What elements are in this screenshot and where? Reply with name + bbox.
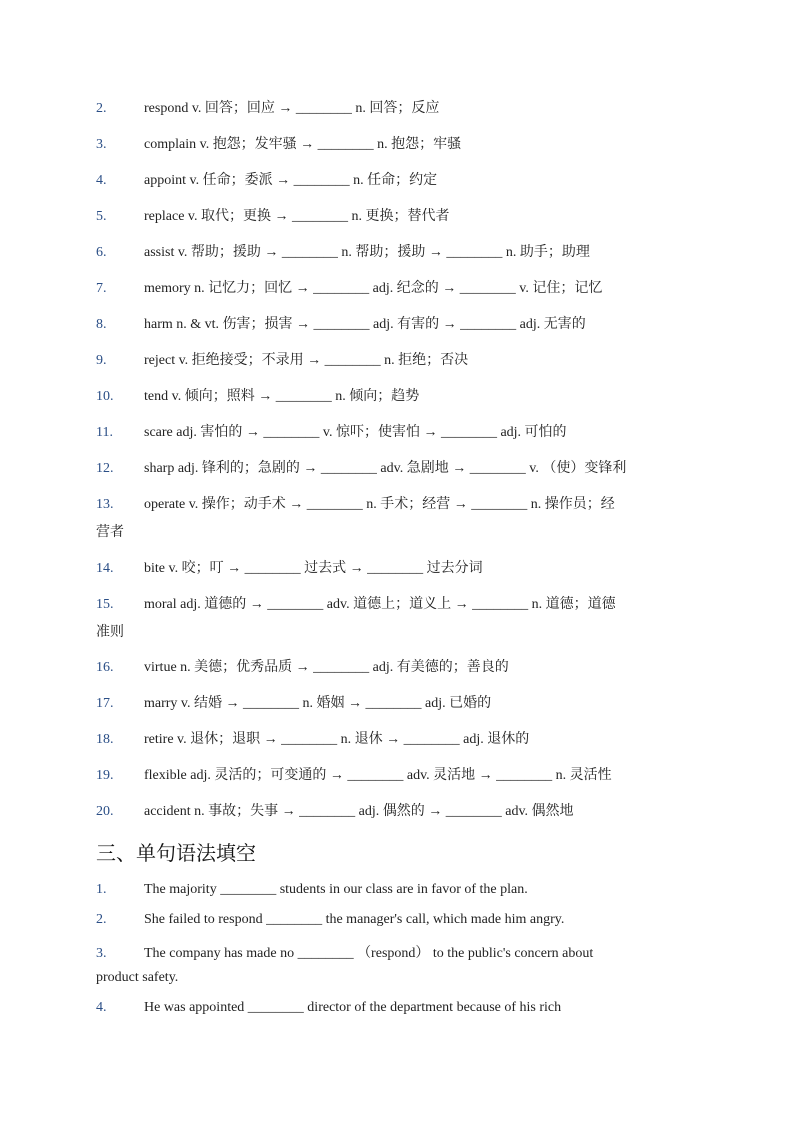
item-text: tend v. 倾向；照料 → ________ n. 倾向；趋势 [144,389,420,404]
item-continuation: 营者 [96,525,124,540]
item-text: replace v. 取代；更换 → ________ n. 更换；替代者 [144,209,450,224]
item-text: reject v. 拒绝接受；不录用 → ________ n. 拒绝；否决 [144,353,469,368]
item-number: 6. [96,245,107,260]
item-number: 13. [96,497,114,512]
item-continuation: 准则 [96,625,124,640]
item-number: 1. [96,882,107,897]
item-text: moral adj. 道德的 → ________ adv. 道德上；道义上 → ________ n. 道德；道德 [144,597,616,612]
item-number: 2. [96,912,107,927]
item-text: harm n. & vt. 伤害；损害 → ________ adj. 有害的 → ________ adj. 无害的 [144,317,586,332]
item-text: scare adj. 害怕的 → ________ v. 惊吓；使害怕 → ________ adj. 可怕的 [144,425,567,440]
item-number: 18. [96,732,114,747]
item-number: 14. [96,561,114,576]
item-number: 4. [96,173,107,188]
item-continuation: product safety. [96,970,179,985]
item-number: 15. [96,597,114,612]
item-number: 17. [96,696,114,711]
item-text: sharp adj. 锋利的；急剧的 → ________ adv. 急剧地 → ________ v. （使）变锋利 [144,461,627,476]
item-text: bite v. 咬；叮 → ________ 过去式 → ________ 过去分词 [144,561,483,576]
item-number: 5. [96,209,107,224]
item-number: 10. [96,389,114,404]
item-text: assist v. 帮助；援助 → ________ n. 帮助；援助 → ________ n. 助手；助理 [144,245,590,260]
item-number: 3. [96,137,107,152]
item-number: 8. [96,317,107,332]
item-number: 9. [96,353,107,368]
item-text: virtue n. 美德；优秀品质 → ________ adj. 有美德的；善良的 [144,660,509,675]
item-text: flexible adj. 灵活的；可变通的 → ________ adv. 灵活地 → ________ n. 灵活性 [144,768,612,783]
item-text: complain v. 抱怨；发牢骚 → ________ n. 抱怨；牢骚 [144,137,462,152]
item-text: He was appointed ________ director of the department because of his rich [144,1000,562,1015]
item-text: memory n. 记忆力；回忆 → ________ adj. 纪念的 → ________ v. 记住；记忆 [144,281,603,296]
item-number: 4. [96,1000,107,1015]
item-text: accident n. 事故；失事 → ________ adj. 偶然的 → ________ adv. 偶然地 [144,804,574,819]
section-heading: 三、单句语法填空 [96,841,256,865]
item-text: respond v. 回答；回应 → ________ n. 回答；反应 [144,101,440,116]
item-text: retire v. 退休；退职 → ________ n. 退休 → ________ adj. 退休的 [144,732,530,747]
item-number: 20. [96,804,114,819]
item-text: marry v. 结婚 → ________ n. 婚姻 → ________ adj. 已婚的 [144,696,492,711]
item-number: 11. [96,425,113,440]
item-text: operate v. 操作；动手术 → ________ n. 手术；经营 → ________ n. 操作员；经 [144,497,615,512]
item-number: 7. [96,281,107,296]
item-number: 19. [96,768,114,783]
item-text: She failed to respond ________ the manager's call, which made him angry. [144,912,565,927]
item-number: 2. [96,101,107,116]
item-text: appoint v. 任命；委派 → ________ n. 任命；约定 [144,173,438,188]
item-text: The majority ________ students in our class are in favor of the plan. [144,882,528,897]
item-text: The company has made no ________ （respond） to the public's concern about [144,946,594,961]
item-number: 16. [96,660,114,675]
item-number: 3. [96,946,107,961]
item-number: 12. [96,461,114,476]
